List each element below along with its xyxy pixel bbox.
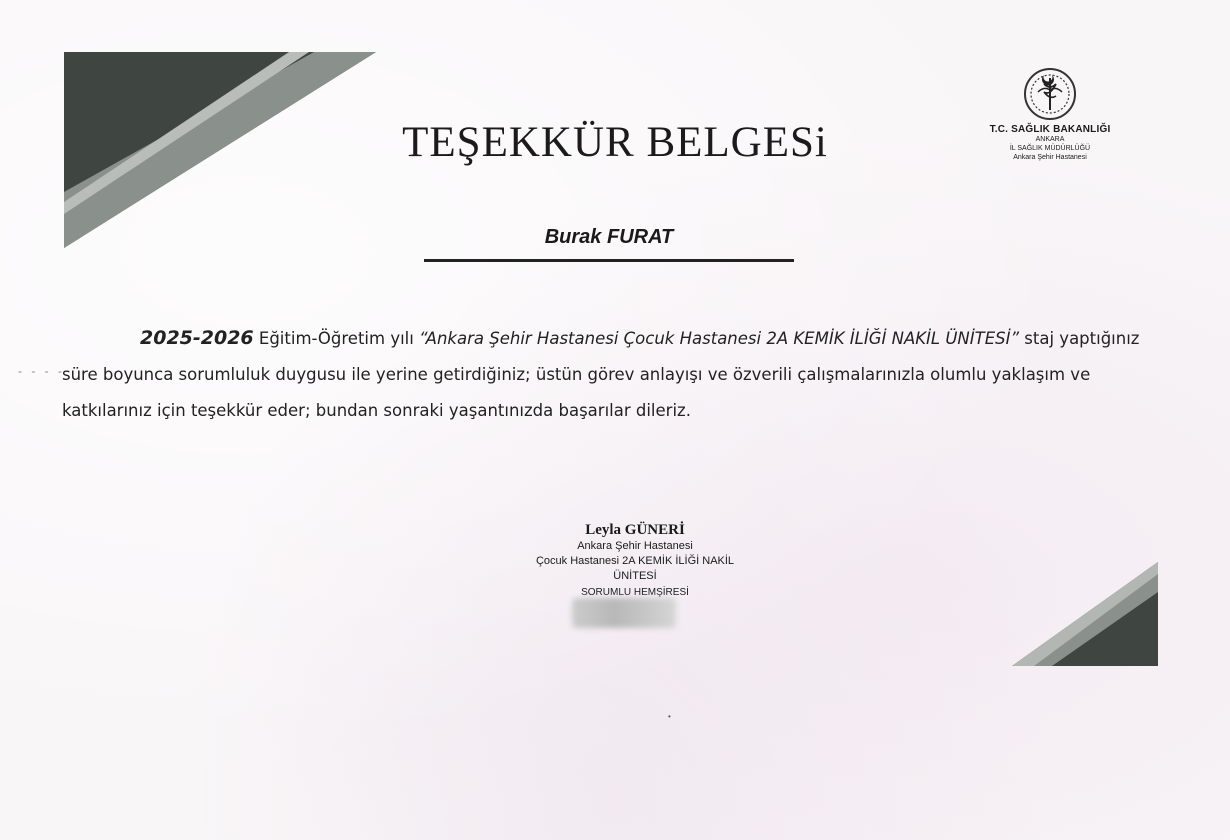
ministry-directorate: İL SAĞLIK MÜDÜRLÜĞÜ bbox=[1009, 145, 1091, 152]
signatory-unit-cont: ÜNİTESİ bbox=[613, 570, 657, 582]
signatory-unit: Çocuk Hastanesi 2A KEMİK İLİĞİ NAKİL bbox=[535, 555, 735, 567]
body-text-part2: staj yaptığınız süre boyunca sorumluluk duygusu ile yerine getirdiğiniz; üstün görev anlayışı ve özverili çalışmalarınızla olumlu yaklaşım ve katkılarınız için teşekkür eder; bundan sonraki yaşantınızda başarılar dileriz. bbox=[62, 329, 1140, 420]
internship-unit: “Ankara Şehir Hastanesi Çocuk Hastanesi 2A KEMİK İLİĞİ NAKİL ÜNİTESİ” bbox=[419, 329, 1020, 348]
signature-block bbox=[520, 522, 750, 600]
certificate-title: TEŞEKKÜR BELGESi bbox=[402, 119, 828, 166]
ministry-name: T.C. SAĞLIK BAKANLIĞI bbox=[989, 124, 1111, 135]
signatory-hospital: Ankara Şehir Hastanesi bbox=[577, 540, 693, 552]
margin-dashes: - - - - bbox=[18, 364, 65, 378]
redacted-signature-stamp bbox=[572, 598, 676, 628]
signatory-title: SORUMLU HEMŞİRESİ bbox=[581, 587, 689, 598]
body-text-part1: Eğitim-Öğretim yılı bbox=[253, 329, 420, 348]
signatory-name: Leyla GÜNERİ bbox=[585, 522, 685, 538]
paper-speck: • bbox=[668, 712, 671, 721]
ministry-hospital: Ankara Şehir Hastanesi bbox=[1013, 154, 1087, 161]
certificate-body bbox=[62, 320, 1152, 429]
ministry-logo-block bbox=[980, 66, 1120, 162]
ministry-city: ANKARA bbox=[1035, 136, 1065, 143]
ministry-emblem-icon bbox=[1022, 66, 1078, 122]
recipient-name: Burak FURAT bbox=[424, 226, 794, 262]
bottom-right-corner-decoration bbox=[1012, 562, 1158, 666]
academic-year: 2025-2026 bbox=[140, 327, 254, 349]
